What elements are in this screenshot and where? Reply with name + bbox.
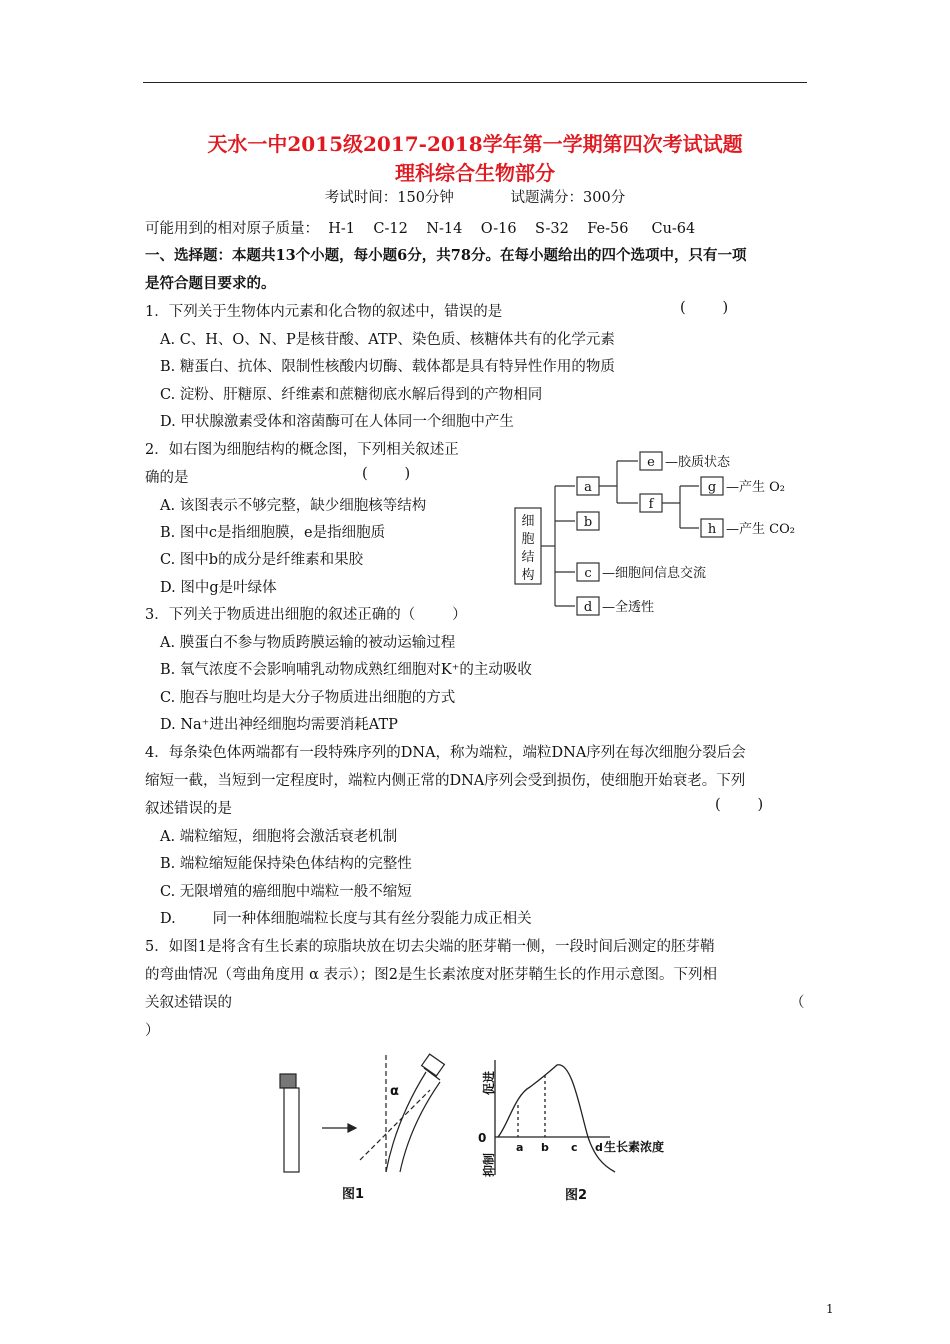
exam-meta <box>0 186 950 207</box>
q5-stem-line2: 的弯曲情况（弯曲角度用 α 表示）；图2是生长素浓度对胚芽鞘生长的作用示意图。下列相 <box>145 967 717 983</box>
q1-stem: 1．下列关于生物体内元素和化合物的叙述中，错误的是 <box>145 304 503 320</box>
node-e-label: e <box>647 455 655 470</box>
section-heading-line1: 一、选择题：本题共13个小题，每小题6分，共78分。在每小题给出的四个选项中，只有一项 <box>145 247 747 264</box>
q2-option-c: C. 图中b的成分是纤维素和果胶 <box>160 552 364 568</box>
q3-option-d: D. Na⁺进出神经细胞均需要消耗ATP <box>160 717 398 733</box>
q5-paren-open: （ <box>790 995 805 1011</box>
q1-option-d: D. 甲状腺激素受体和溶菌酶可在人体同一个细胞中产生 <box>160 414 514 430</box>
q4-option-a: A. 端粒缩短，细胞将会激活衰老机制 <box>160 829 398 845</box>
node-d-label: d <box>583 600 593 615</box>
tick-b: b <box>541 1141 549 1154</box>
q2-answer-paren: ( ) <box>362 466 411 482</box>
q4-stem-line2: 缩短一截，当短到一定程度时，端粒内侧正常的DNA序列会受到损伤，使细胞开始衰老。下列 <box>145 773 746 789</box>
tick-d: d <box>595 1141 603 1154</box>
q5-paren-close: ） <box>145 1023 160 1039</box>
q1-option-a: A. C、H、O、N、P是核苷酸、ATP、染色质、核糖体共有的化学元素 <box>160 332 615 348</box>
q4-stem-line3: 叙述错误的是 <box>145 801 232 817</box>
node-c-desc: —细胞间信息交流 <box>602 566 707 581</box>
page-number: 1 <box>826 1302 834 1316</box>
q2-stem-line2: 确的是 <box>145 470 189 486</box>
q4-stem-line1: 4．每条染色体两端都有一段特殊序列的DNA，称为端粒，端粒DNA序列在每次细胞分裂后会 <box>145 745 746 761</box>
y-label-inhibit: 抑制 <box>482 1152 496 1178</box>
root-char-1: 细 <box>521 514 535 529</box>
node-h-desc: —产生 CO₂ <box>726 522 795 537</box>
q5-stem-line3: 关叙述错误的 <box>145 995 232 1011</box>
node-g-desc: —产生 O₂ <box>726 480 786 495</box>
arrow-head <box>348 1124 356 1132</box>
exam-title: 天水一中2015级2017-2018学年第一学期第四次考试试题 <box>207 132 743 156</box>
node-e-desc: —胶质状态 <box>665 455 731 470</box>
node-c-label: c <box>584 566 592 581</box>
exam-time: 考试时间：150分钟 <box>324 190 454 206</box>
root-char-2: 胞 <box>521 532 535 547</box>
q1-answer-paren: ( ) <box>680 300 729 316</box>
node-g-label: g <box>707 480 717 495</box>
y-label-promote: 促进 <box>482 1070 496 1096</box>
node-b-label: b <box>583 515 593 530</box>
q2-option-b: B. 图中c是指细胞膜，e是指细胞质 <box>160 525 386 541</box>
angle-reference-line <box>360 1090 430 1160</box>
q3-option-c: C. 胞吞与胞吐均是大分子物质进出细胞的方式 <box>160 690 456 706</box>
coleoptile-cut <box>284 1088 299 1172</box>
tick-a: a <box>516 1141 524 1154</box>
header-rule <box>143 82 807 83</box>
root-char-4: 构 <box>521 568 535 583</box>
q2-stem-line1: 2．如右图为细胞结构的概念图，下列相关叙述正 <box>145 442 459 458</box>
bent-coleoptile-right <box>400 1082 440 1172</box>
node-f-label: f <box>648 497 654 512</box>
q3-option-a: A. 膜蛋白不参与物质跨膜运输的被动运输过程 <box>160 635 456 651</box>
q2-option-a: A. 该图表示不够完整，缺少细胞核等结构 <box>160 498 427 514</box>
q1-option-b: B. 糖蛋白、抗体、限制性核酸内切酶、载体都是具有特异性作用的物质 <box>160 359 615 375</box>
atomic-masses: 可能用到的相对原子质量： H-1 C-12 N-14 O-16 S-32 Fe-56 Cu-64 <box>145 221 696 237</box>
q4-option-c: C. 无限增殖的癌细胞中端粒一般不缩短 <box>160 884 412 900</box>
alpha-label: α <box>390 1084 399 1099</box>
node-d-desc: —全透性 <box>602 600 655 615</box>
q2-option-d: D. 图中g是叶绿体 <box>160 580 277 596</box>
q4-option-d: D. 同一种体细胞端粒长度与其有丝分裂能力成正相关 <box>160 911 532 927</box>
agar-block <box>280 1074 296 1088</box>
figure-2-caption: 图2 <box>565 1188 588 1203</box>
node-a-label: a <box>584 480 592 495</box>
figure-2 <box>470 1055 690 1210</box>
exam-subtitle: 理科综合生物部分 <box>395 161 555 185</box>
growth-curve <box>498 1065 615 1172</box>
zero-label: 0 <box>478 1131 487 1145</box>
section-heading-line2: 是符合题目要求的。 <box>145 275 276 292</box>
figure-1 <box>270 1050 470 1210</box>
q5-stem-line1: 5．如图1是将含有生长素的琼脂块放在切去尖端的胚芽鞘一侧，一段时间后测定的胚芽鞘 <box>145 939 715 955</box>
full-score: 试题满分：300分 <box>510 190 626 206</box>
root-char-3: 结 <box>521 550 535 565</box>
node-h-label: h <box>707 522 717 537</box>
q1-option-c: C. 淀粉、肝糖原、纤维素和蔗糖彻底水解后得到的产物相同 <box>160 387 543 403</box>
q3-stem: 3．下列关于物质进出细胞的叙述正确的（ ） <box>145 607 467 623</box>
tick-c: c <box>571 1141 578 1154</box>
figure-1-caption: 图1 <box>342 1187 365 1202</box>
q4-answer-paren: ( ) <box>715 797 764 813</box>
cell-structure-concept-map <box>505 440 825 620</box>
x-axis-label: 生长素浓度 <box>604 1140 665 1154</box>
q3-option-b: B. 氧气浓度不会影响哺乳动物成熟红细胞对K⁺的主动吸收 <box>160 662 532 678</box>
q4-option-b: B. 端粒缩短能保持染色体结构的完整性 <box>160 856 412 872</box>
